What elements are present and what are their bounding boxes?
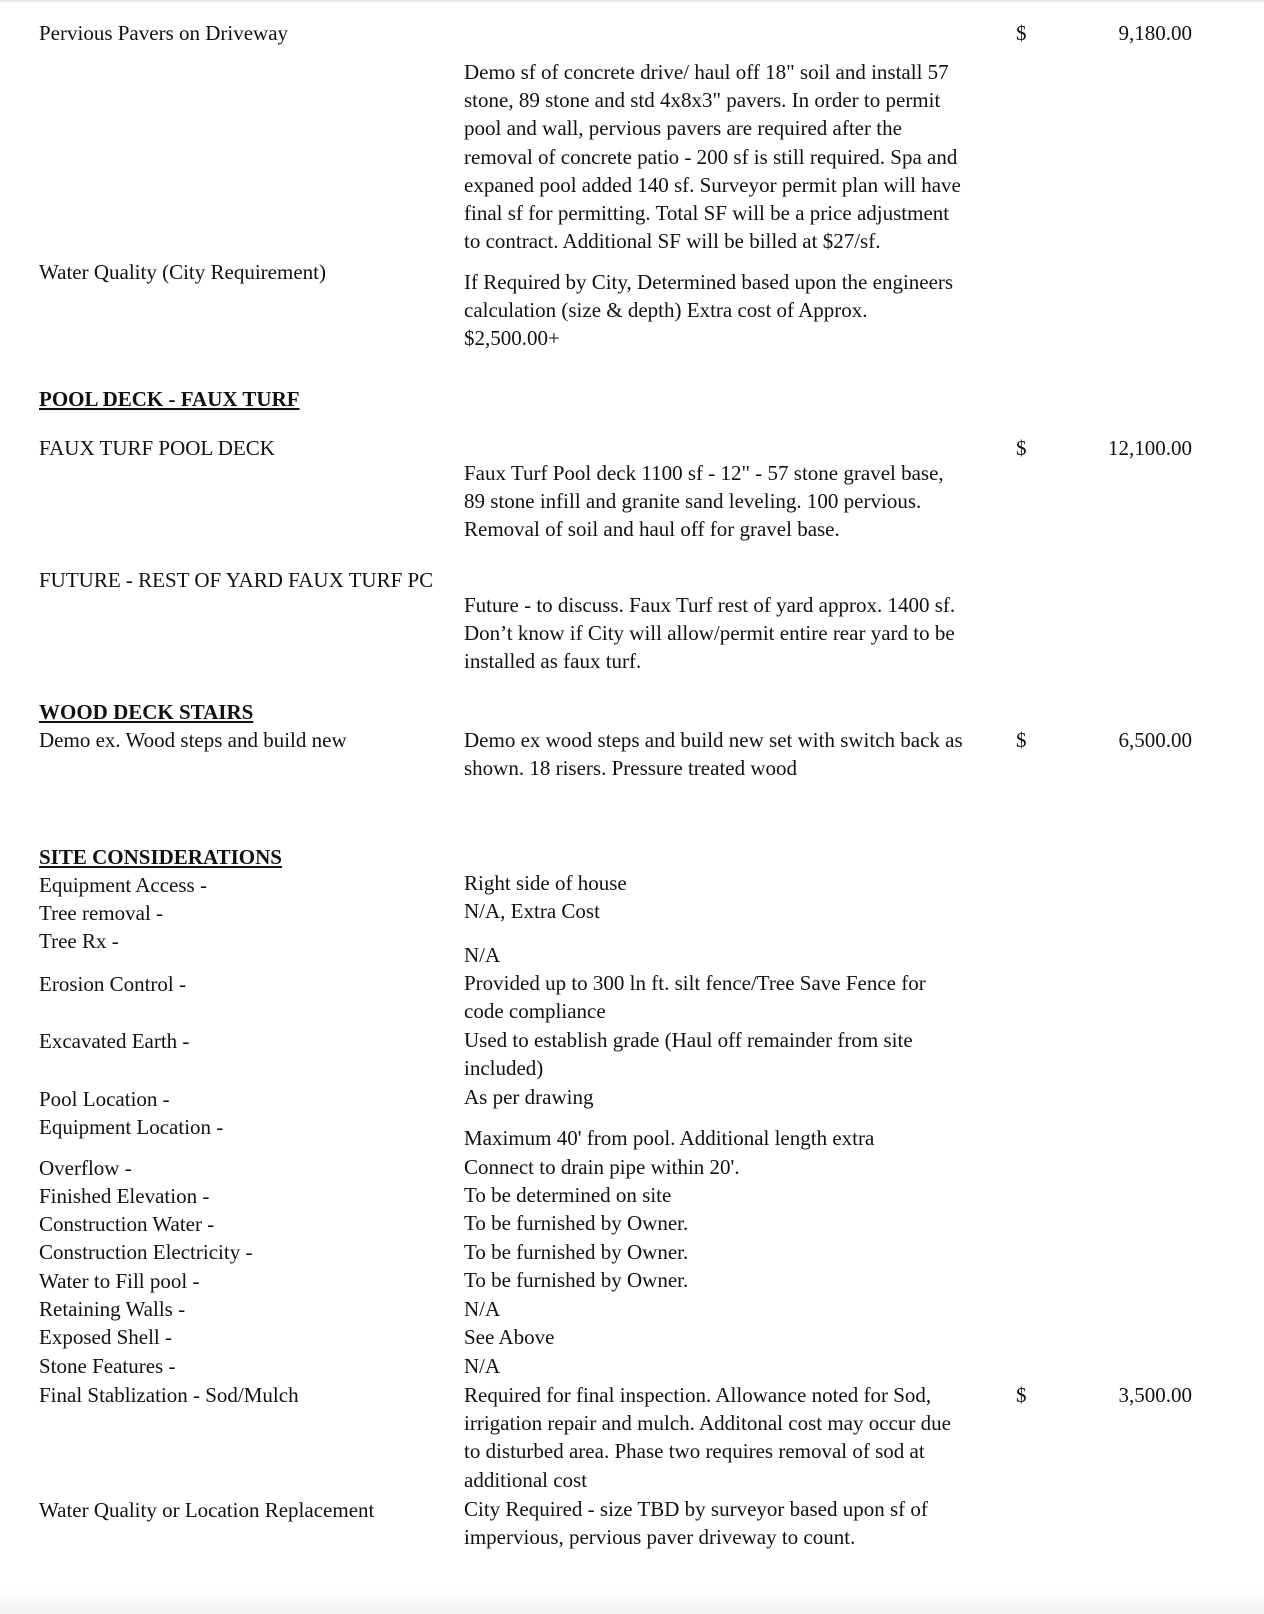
- faux-turf-pool-deck-currency: $: [1016, 436, 1027, 460]
- faux-turf-pool-deck-amount: 12,100.00: [1108, 436, 1192, 460]
- water-quality-description: If Required by City, Determined based upon the engineers calculation (size & depth) Extra cost of Approx. $2,500.00+: [464, 270, 954, 351]
- site-item-value: N/A: [464, 1297, 501, 1321]
- site-item-label: Retaining Walls -: [39, 1297, 186, 1321]
- pervious-pavers-currency: $: [1016, 21, 1027, 45]
- future-yard-turf-description: Future - to discuss. Faux Turf rest of yard approx. 1400 sf. Don’t know if City will allow/permit entire rear yard to be installed as faux turf.: [464, 593, 956, 674]
- site-item-label: Exposed Shell -: [39, 1325, 172, 1349]
- wood-steps-amount: 6,500.00: [1118, 728, 1192, 752]
- final-stabilization-amount: 3,500.00: [1118, 1383, 1192, 1407]
- site-item-value: Provided up to 300 ln ft. silt fence/Tree Save Fence for code compliance: [464, 971, 926, 1024]
- site-item-value: N/A, Extra Cost: [464, 899, 600, 923]
- site-item-label: Tree removal -: [39, 901, 164, 925]
- site-item-label: Pool Location -: [39, 1087, 170, 1111]
- site-item-value: To be furnished by Owner.: [464, 1240, 689, 1264]
- site-item-label: Water Quality or Location Replacement: [39, 1498, 375, 1522]
- site-item-label: Construction Electricity -: [39, 1240, 253, 1264]
- site-item-label: Erosion Control -: [39, 972, 186, 996]
- water-quality-label: Water Quality (City Requirement): [39, 260, 326, 284]
- site-item-label: Stone Features -: [39, 1354, 176, 1378]
- site-item-value: Maximum 40' from pool. Additional length extra: [464, 1126, 875, 1150]
- pervious-pavers-amount: 9,180.00: [1118, 21, 1192, 45]
- site-item-value: Right side of house: [464, 871, 627, 895]
- site-item-label: Tree Rx -: [39, 929, 119, 953]
- wood-steps-currency: $: [1016, 728, 1027, 752]
- site-item-label: Equipment Location -: [39, 1115, 224, 1139]
- faux-turf-pool-deck-label: FAUX TURF POOL DECK: [39, 436, 275, 460]
- site-item-label: Construction Water -: [39, 1212, 215, 1236]
- page-top-edge: [0, 0, 1264, 2]
- wood-deck-stairs-section-header: WOOD DECK STAIRS: [39, 700, 254, 724]
- site-item-value: N/A: [464, 943, 501, 967]
- site-item-label: Overflow -: [39, 1156, 132, 1180]
- wood-steps-label: Demo ex. Wood steps and build new: [39, 728, 347, 752]
- site-item-value: City Required - size TBD by surveyor based upon sf of impervious, pervious paver driveway to count.: [464, 1497, 928, 1550]
- site-item-label: Finished Elevation -: [39, 1184, 210, 1208]
- site-considerations-section-header: SITE CONSIDERATIONS: [39, 845, 282, 869]
- site-item-label: Final Stablization - Sod/Mulch: [39, 1383, 299, 1407]
- site-item-value: N/A: [464, 1354, 501, 1378]
- site-item-label: Excavated Earth -: [39, 1029, 190, 1053]
- pervious-pavers-description: Demo sf of concrete drive/ haul off 18" soil and install 57 stone, 89 stone and std 4x8x3" pavers. In order to permit pool and wall, pervious pavers are required after the removal of concrete patio - 200 sf is still required. Spa and expaned pool added 140 sf. Surveyor permit plan will have final sf for permitting. Total SF will be a price adjustment to contract. Additional SF will be billed at $27/sf.: [464, 60, 961, 254]
- site-item-label: Equipment Access -: [39, 873, 207, 897]
- site-item-value: To be furnished by Owner.: [464, 1268, 689, 1292]
- future-yard-turf-label: FUTURE - REST OF YARD FAUX TURF PC: [39, 568, 434, 592]
- site-item-value: As per drawing: [464, 1085, 594, 1109]
- faux-turf-pool-deck-description: Faux Turf Pool deck 1100 sf - 12" - 57 stone gravel base, 89 stone infill and granite sand leveling. 100 pervious. Removal of soil and haul off for gravel base.: [464, 461, 944, 542]
- site-item-value: Required for final inspection. Allowance noted for Sod, irrigation repair and mulch. Additonal cost may occur due to disturbed area. Phase two requires removal of sod at additional cost: [464, 1383, 951, 1492]
- site-item-value: Used to establish grade (Haul off remainder from site included): [464, 1028, 913, 1081]
- site-item-value: To be furnished by Owner.: [464, 1211, 689, 1235]
- site-item-value: To be determined on site: [464, 1183, 672, 1207]
- pool-deck-section-header: POOL DECK - FAUX TURF: [39, 387, 300, 411]
- pervious-pavers-label: Pervious Pavers on Driveway: [39, 21, 289, 45]
- wood-steps-description: Demo ex wood steps and build new set with switch back as shown. 18 risers. Pressure treated wood: [464, 728, 963, 781]
- site-item-label: Water to Fill pool -: [39, 1269, 200, 1293]
- final-stabilization-currency: $: [1016, 1383, 1027, 1407]
- page-bottom-edge: [0, 1588, 1264, 1614]
- site-item-value: Connect to drain pipe within 20'.: [464, 1155, 740, 1179]
- site-item-value: See Above: [464, 1325, 555, 1349]
